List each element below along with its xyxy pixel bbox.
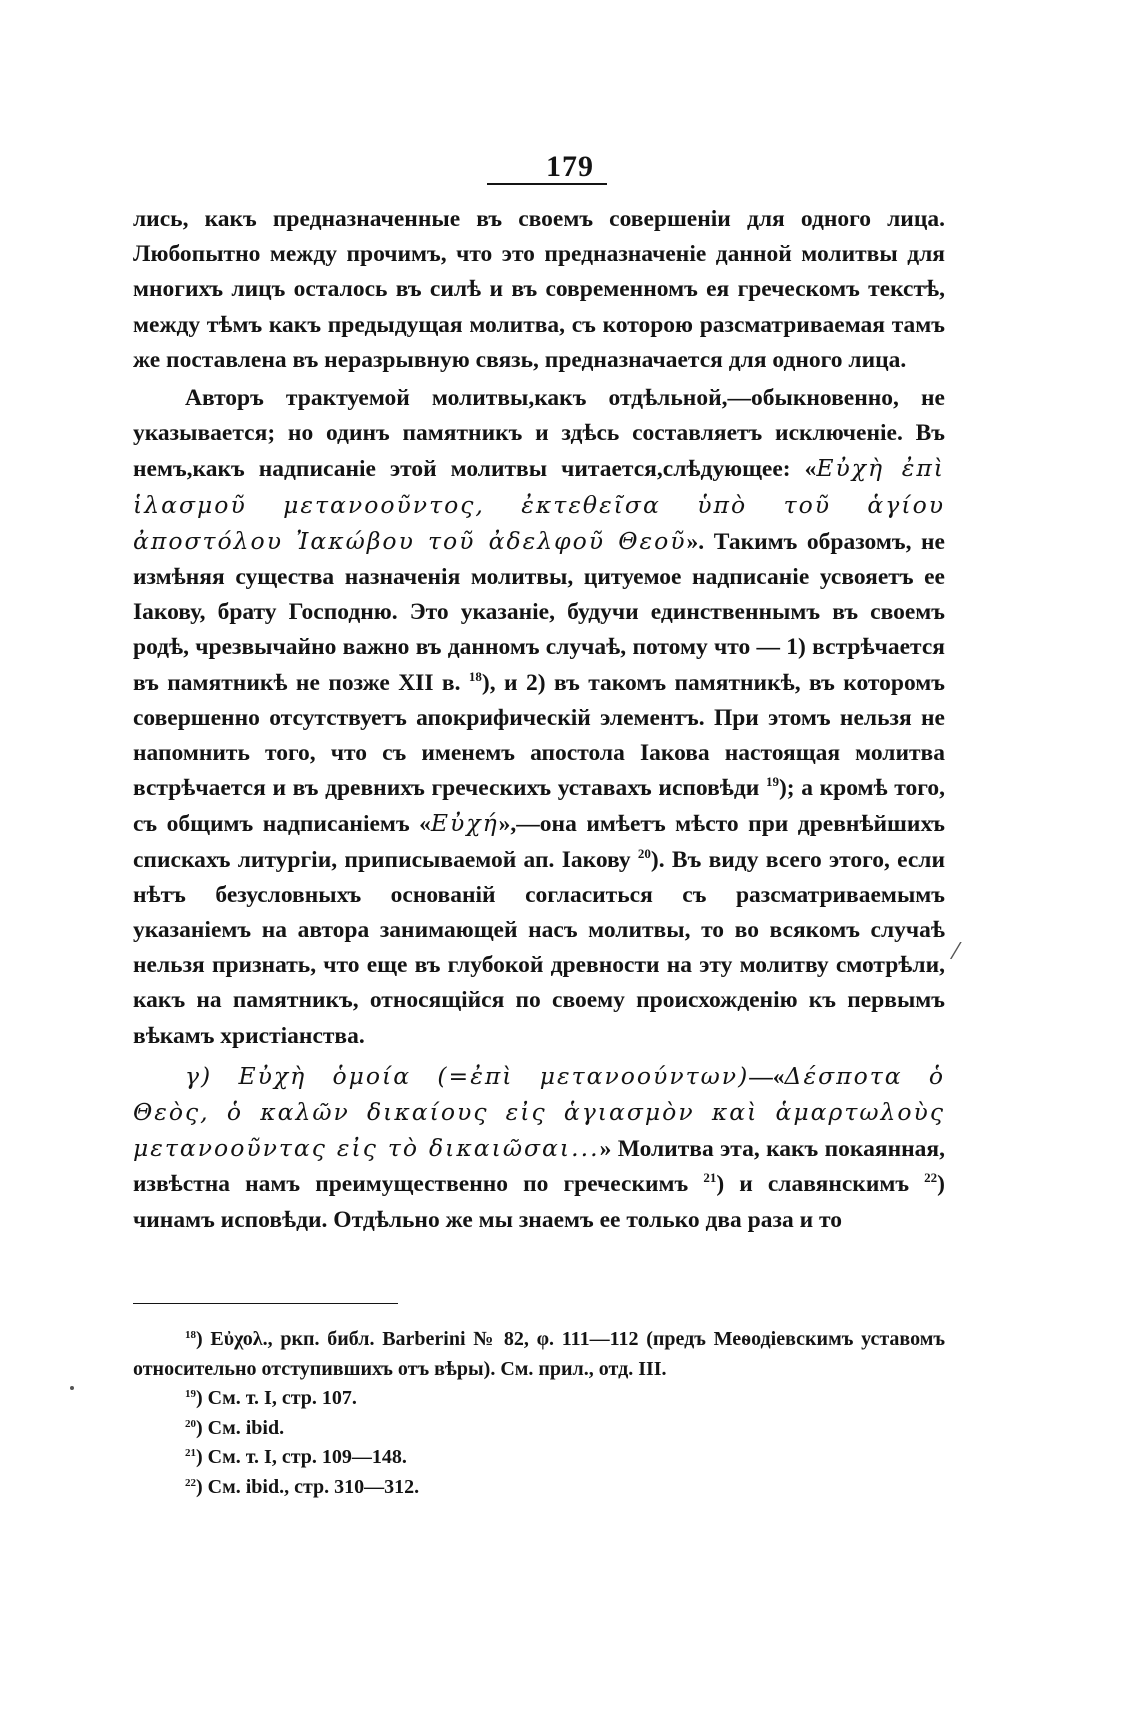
text-run: ) и славянскимъ <box>716 1171 925 1198</box>
paragraph-3 <box>133 1059 945 1238</box>
greek-quote-run: Δέσποτα ὁ Θεὸς, ὁ καλῶν δικαίους εἰς ἁγιασμὸν καὶ ἁμαρτωλοὺς μετανοοῦντας εἰς τὸ δικαιῶσαι... <box>133 1061 945 1163</box>
text-run: ). Въ виду всего этого, если нѣтъ безусловныхъ основаній согласиться съ разсматриваемымъ указаніемъ на автора занимающей насъ молитвы, то во всякомъ случаѣ нельзя признать, что еще въ глубокой древности на эту молитву смотрѣли, какъ на памятникъ, относящійся по своему происхожденію къ первымъ вѣкамъ христіанства. <box>133 846 945 1049</box>
text-run: ), и 2) въ такомъ памятникѣ, въ которомъ совершенно отсутствуетъ апокрифическій элементъ. При этомъ нельзя не напомнить того, что съ именемъ апостола Іакова настоящая молитва встрѣчается и въ древнихъ греческихъ уставахъ исповѣди <box>133 669 945 802</box>
footnote-number: 19 <box>185 1388 196 1400</box>
margin-dot-mark <box>70 1386 74 1390</box>
footnote-text: ) Εὐχολ., ркп. библ. Barberini № 82, φ. 111—112 (предъ Меѳодіевскимъ уставомъ относительно отступившихъ отъ вѣры). См. прил., отд. III. <box>133 1328 945 1380</box>
paragraph-2 <box>133 381 945 1054</box>
footnote-number: 20 <box>185 1417 196 1430</box>
text-run: ) чинамъ исповѣди. Отдѣльно же мы знаемъ ее только два раза и то <box>133 1171 945 1233</box>
text-run: ». Такимъ образомъ, не измѣняя существа назначенія молитвы, цитуемое надписаніе усвояетъ ее Іакову, брату Господню. Это указаніе, будучи единственнымъ въ своемъ родѣ, чрезвычайно важно въ данномъ случаѣ, потому что — 1) встрѣчается въ памятникѣ не позже XII в. <box>133 528 945 696</box>
footnote-20 <box>133 1414 945 1444</box>
footnote-rule <box>133 1303 398 1304</box>
margin-pencil-mark: ⁄ <box>954 940 958 965</box>
text-run: »,—она имѣетъ мѣсто при древнѣйшихъ спискахъ литургіи, приписываемой ап. Іакову <box>133 811 945 873</box>
paragraph-1: лись, какъ предназначенные въ своемъ совершеніи для одного лица. Любопытно между прочимъ, что это предназначеніе данной молитвы для многихъ лицъ осталось въ силѣ и въ современномъ ея греческомъ текстѣ, между тѣмъ какъ предыдущая молитва, съ которою разсматриваемая тамъ же поставлена въ неразрывную связь, предназначается для одного лица. <box>133 206 945 373</box>
text-run: —« <box>749 1063 785 1090</box>
footnote-number: 22 <box>185 1476 196 1489</box>
footnote-text: ) См. ibid. <box>196 1416 285 1439</box>
main-text <box>133 202 945 1238</box>
page-number: 179 <box>546 150 594 183</box>
text-run: ); а кромѣ того, съ общимъ надписаніемъ « <box>133 775 946 838</box>
footnote-ref-18[interactable]: 18 <box>468 668 482 684</box>
footnote-text: ) См. т. I, стр. 107. <box>196 1387 357 1409</box>
footnote-ref-22[interactable]: 22 <box>924 1170 938 1186</box>
footnote-ref-19[interactable]: 19 <box>765 774 779 790</box>
greek-heading-run: γ) Εὐχὴ ὁμοία (=ἐπὶ μετανοούντων) <box>185 1061 750 1090</box>
footnote-text: ) См. ibid., стр. 310—312. <box>196 1475 420 1498</box>
footnotes <box>133 1325 945 1502</box>
footnote-text: ) См. т. I, стр. 109—148. <box>196 1446 407 1468</box>
text-run: » Молитва эта, какъ покаянная, извѣстна намъ преимущественно по греческимъ <box>133 1136 945 1198</box>
footnote-22 <box>133 1473 945 1503</box>
footnote-number: 21 <box>185 1447 196 1459</box>
footnote-21 <box>133 1443 945 1473</box>
footnote-18 <box>133 1325 945 1384</box>
footnote-ref-21[interactable]: 21 <box>703 1170 717 1186</box>
greek-word-run: Εὐχή <box>430 809 499 838</box>
greek-title-run: Εὐχὴ ἐπὶ ἱλασμοῦ μετανοοῦντος, ἐκτεθεῖσα ὑπὸ τοῦ ἁγίου ἀποστόλου Ἰακώβου τοῦ ἀδελφοῦ Θεοῦ <box>133 454 945 555</box>
text-run: Авторъ трактуемой молитвы,какъ отдѣльной,—обыкновенно, не указывается; но одинъ памятникъ и здѣсь составляетъ исключеніе. Въ немъ,какъ надписаніе этой молитвы читается,слѣдующее: « <box>133 385 945 483</box>
footnote-number: 18 <box>185 1329 196 1341</box>
page-number-rule <box>487 183 607 185</box>
footnote-ref-20[interactable]: 20 <box>637 845 651 861</box>
footnote-19 <box>133 1384 945 1414</box>
